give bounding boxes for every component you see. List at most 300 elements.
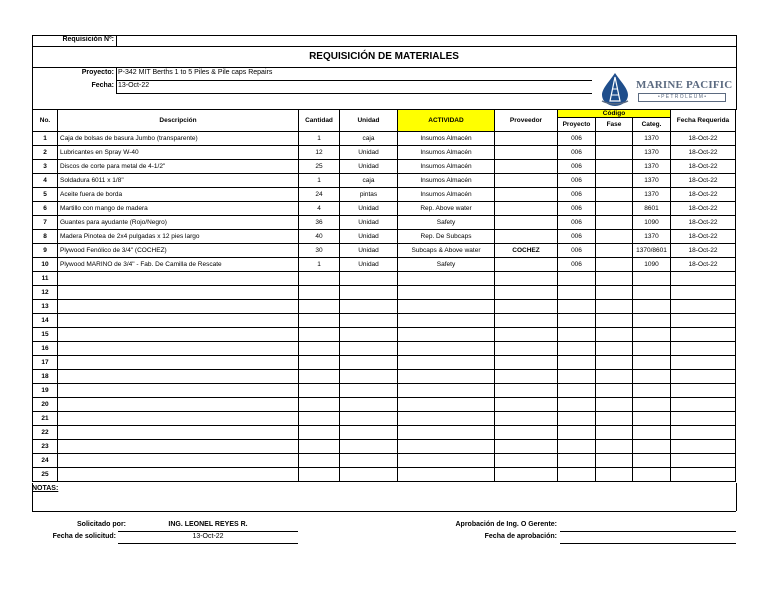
- table-row: [33, 160, 736, 174]
- table-row: [33, 342, 736, 356]
- item-project-code: 006: [558, 216, 596, 230]
- item-activity: Insumos Almacén: [398, 188, 495, 202]
- item-description: [58, 468, 299, 482]
- item-supplier: [495, 440, 558, 454]
- item-category-code: [633, 286, 671, 300]
- item-required-date: [671, 300, 736, 314]
- item-category-code: 1370: [633, 188, 671, 202]
- approval-date-label: Fecha de aprobación:: [484, 533, 557, 540]
- item-activity: [398, 286, 495, 300]
- item-description: [58, 314, 299, 328]
- item-activity: Insumos Almacén: [398, 132, 495, 146]
- item-quantity: [299, 314, 340, 328]
- item-unit: [340, 468, 398, 482]
- item-category-code: 1370: [633, 132, 671, 146]
- item-activity: [398, 454, 495, 468]
- item-category-code: [633, 468, 671, 482]
- item-required-date: 18-Oct-22: [671, 160, 736, 174]
- item-unit: [340, 356, 398, 370]
- table-row: [33, 440, 736, 454]
- item-required-date: 18-Oct-22: [671, 258, 736, 272]
- item-description: [58, 370, 299, 384]
- item-project-code: 006: [558, 160, 596, 174]
- item-category-code: [633, 440, 671, 454]
- table-row: [33, 174, 736, 188]
- table-row: [33, 300, 736, 314]
- item-category-code: 1370: [633, 230, 671, 244]
- item-supplier: [495, 356, 558, 370]
- item-phase-code: [596, 300, 633, 314]
- row-number: 11: [33, 272, 58, 286]
- item-required-date: [671, 286, 736, 300]
- table-row: [33, 258, 736, 272]
- table-row: [33, 412, 736, 426]
- table-row: [33, 426, 736, 440]
- item-supplier: [495, 398, 558, 412]
- item-quantity: [299, 300, 340, 314]
- item-phase-code: [596, 286, 633, 300]
- item-required-date: [671, 454, 736, 468]
- item-category-code: [633, 370, 671, 384]
- item-unit: caja: [340, 132, 398, 146]
- table-row: [33, 356, 736, 370]
- requested-by-label: Solicitado por:: [77, 521, 126, 528]
- item-phase-code: [596, 314, 633, 328]
- item-activity: [398, 384, 495, 398]
- item-unit: [340, 384, 398, 398]
- item-unit: [340, 454, 398, 468]
- item-required-date: [671, 342, 736, 356]
- row-number: 24: [33, 454, 58, 468]
- item-project-code: [558, 300, 596, 314]
- item-project-code: 006: [558, 132, 596, 146]
- item-category-code: 1370: [633, 160, 671, 174]
- column-header-activity: ACTIVIDAD: [398, 110, 495, 132]
- item-quantity: 1: [299, 132, 340, 146]
- item-quantity: [299, 454, 340, 468]
- item-phase-code: [596, 412, 633, 426]
- item-activity: Insumos Almacén: [398, 174, 495, 188]
- item-phase-code: [596, 440, 633, 454]
- item-supplier: [495, 314, 558, 328]
- item-required-date: 18-Oct-22: [671, 188, 736, 202]
- row-number: 22: [33, 426, 58, 440]
- item-required-date: 18-Oct-22: [671, 216, 736, 230]
- project-label: Proyecto:: [81, 69, 114, 76]
- item-unit: Unidad: [340, 230, 398, 244]
- approval-label: Aprobación de Ing. O Gerente:: [455, 521, 557, 528]
- item-project-code: 006: [558, 258, 596, 272]
- item-category-code: [633, 300, 671, 314]
- table-row: [33, 132, 736, 146]
- item-unit: [340, 272, 398, 286]
- materials-table: [32, 109, 736, 482]
- item-project-code: [558, 412, 596, 426]
- column-header-phase: Fase: [596, 118, 633, 132]
- item-category-code: [633, 328, 671, 342]
- item-description: [58, 426, 299, 440]
- item-quantity: [299, 286, 340, 300]
- item-supplier: [495, 468, 558, 482]
- column-header-code: Código: [558, 110, 671, 118]
- item-category-code: [633, 356, 671, 370]
- logo-name: MARINE PACIFIC: [636, 79, 733, 91]
- table-row: [33, 272, 736, 286]
- item-quantity: 4: [299, 202, 340, 216]
- item-project-code: 006: [558, 188, 596, 202]
- row-number: 21: [33, 412, 58, 426]
- row-number: 23: [33, 440, 58, 454]
- item-category-code: [633, 314, 671, 328]
- item-supplier: [495, 258, 558, 272]
- item-supplier: COCHEZ: [495, 244, 558, 258]
- item-phase-code: [596, 132, 633, 146]
- item-category-code: 8601: [633, 202, 671, 216]
- item-quantity: 30: [299, 244, 340, 258]
- item-unit: [340, 328, 398, 342]
- item-supplier: [495, 132, 558, 146]
- request-date-label: Fecha de solicitud:: [52, 533, 116, 540]
- item-supplier: [495, 230, 558, 244]
- item-unit: [340, 412, 398, 426]
- item-supplier: [495, 286, 558, 300]
- row-number: 18: [33, 370, 58, 384]
- item-required-date: [671, 412, 736, 426]
- item-description: [58, 454, 299, 468]
- item-required-date: [671, 384, 736, 398]
- item-quantity: 36: [299, 216, 340, 230]
- item-project-code: [558, 370, 596, 384]
- row-number: 10: [33, 258, 58, 272]
- item-supplier: [495, 188, 558, 202]
- item-description: Soldadura 6011 x 1/8": [58, 174, 299, 188]
- item-quantity: 25: [299, 160, 340, 174]
- table-row: [33, 216, 736, 230]
- item-quantity: [299, 370, 340, 384]
- item-phase-code: [596, 216, 633, 230]
- item-project-code: [558, 468, 596, 482]
- item-project-code: 006: [558, 146, 596, 160]
- item-project-code: [558, 384, 596, 398]
- item-project-code: [558, 286, 596, 300]
- item-description: Caja de bolsas de basura Jumbo (transparente): [58, 132, 299, 146]
- item-required-date: [671, 272, 736, 286]
- item-unit: [340, 370, 398, 384]
- item-activity: [398, 468, 495, 482]
- item-unit: [340, 440, 398, 454]
- row-number: 8: [33, 230, 58, 244]
- item-quantity: 1: [299, 174, 340, 188]
- row-number: 19: [33, 384, 58, 398]
- project-value: P-342 MIT Berths 1 to 5 Piles & Pile caps Repairs: [118, 69, 273, 76]
- row-number: 15: [33, 328, 58, 342]
- item-quantity: [299, 342, 340, 356]
- item-category-code: [633, 384, 671, 398]
- item-project-code: [558, 440, 596, 454]
- item-description: Discos de corte para metal de 4-1/2": [58, 160, 299, 174]
- item-activity: [398, 426, 495, 440]
- item-activity: [398, 314, 495, 328]
- item-unit: Unidad: [340, 146, 398, 160]
- item-supplier: [495, 216, 558, 230]
- row-number: 5: [33, 188, 58, 202]
- item-unit: Unidad: [340, 202, 398, 216]
- item-description: [58, 440, 299, 454]
- item-quantity: 1: [299, 258, 340, 272]
- item-activity: Rep. De Subcaps: [398, 230, 495, 244]
- notes-field[interactable]: [60, 485, 730, 509]
- item-phase-code: [596, 328, 633, 342]
- item-quantity: 24: [299, 188, 340, 202]
- item-activity: Subcaps & Above water: [398, 244, 495, 258]
- item-description: Lubricantes en Spray W-40: [58, 146, 299, 160]
- table-row: [33, 454, 736, 468]
- item-project-code: [558, 328, 596, 342]
- item-activity: Safety: [398, 216, 495, 230]
- table-header-row: [33, 110, 736, 118]
- item-phase-code: [596, 370, 633, 384]
- table-row: [33, 244, 736, 258]
- table-row: [33, 370, 736, 384]
- item-description: [58, 412, 299, 426]
- item-description: Aceite fuera de borda: [58, 188, 299, 202]
- item-phase-code: [596, 160, 633, 174]
- table-row: [33, 286, 736, 300]
- row-number: 2: [33, 146, 58, 160]
- row-number: 12: [33, 286, 58, 300]
- item-activity: [398, 342, 495, 356]
- request-date-value: 13-Oct-22: [192, 533, 224, 540]
- item-activity: [398, 328, 495, 342]
- item-description: Plywood MARINO de 3/4" - Fab. De Camilla de Rescate: [58, 258, 299, 272]
- item-category-code: 1090: [633, 258, 671, 272]
- notes-label: NOTAS:: [32, 485, 59, 492]
- item-phase-code: [596, 342, 633, 356]
- item-required-date: [671, 328, 736, 342]
- item-quantity: [299, 440, 340, 454]
- column-header-unit: Unidad: [340, 110, 398, 132]
- item-supplier: [495, 412, 558, 426]
- item-supplier: [495, 146, 558, 160]
- item-category-code: [633, 272, 671, 286]
- item-required-date: 18-Oct-22: [671, 202, 736, 216]
- item-required-date: [671, 426, 736, 440]
- item-unit: [340, 398, 398, 412]
- item-required-date: [671, 398, 736, 412]
- item-required-date: 18-Oct-22: [671, 146, 736, 160]
- item-description: Martillo con mango de madera: [58, 202, 299, 216]
- item-phase-code: [596, 356, 633, 370]
- item-description: Plywood Fenólico de 3/4" (COCHEZ): [58, 244, 299, 258]
- item-quantity: [299, 356, 340, 370]
- item-phase-code: [596, 272, 633, 286]
- item-quantity: [299, 384, 340, 398]
- item-description: [58, 272, 299, 286]
- item-required-date: 18-Oct-22: [671, 230, 736, 244]
- item-activity: Safety: [398, 258, 495, 272]
- table-row: [33, 468, 736, 482]
- requisition-number-label: Requisición Nº:: [62, 36, 114, 43]
- row-number: 14: [33, 314, 58, 328]
- item-unit: Unidad: [340, 216, 398, 230]
- item-category-code: [633, 398, 671, 412]
- column-header-project: Proyecto: [558, 118, 596, 132]
- item-unit: [340, 314, 398, 328]
- item-supplier: [495, 272, 558, 286]
- item-description: [58, 328, 299, 342]
- table-row: [33, 398, 736, 412]
- item-unit: [340, 342, 398, 356]
- item-supplier: [495, 300, 558, 314]
- table-row: [33, 230, 736, 244]
- item-phase-code: [596, 258, 633, 272]
- item-activity: [398, 370, 495, 384]
- oil-derrick-drop-icon: [598, 71, 632, 107]
- item-activity: [398, 440, 495, 454]
- item-quantity: [299, 426, 340, 440]
- item-quantity: 12: [299, 146, 340, 160]
- item-unit: [340, 286, 398, 300]
- row-number: 17: [33, 356, 58, 370]
- item-required-date: 18-Oct-22: [671, 174, 736, 188]
- requested-by-value: ING. LEONEL REYES R.: [168, 521, 248, 528]
- row-number: 13: [33, 300, 58, 314]
- item-activity: Insumos Almacén: [398, 160, 495, 174]
- item-required-date: 18-Oct-22: [671, 132, 736, 146]
- item-quantity: [299, 398, 340, 412]
- item-unit: Unidad: [340, 258, 398, 272]
- item-activity: Rep. Above water: [398, 202, 495, 216]
- column-header-description: Descripción: [58, 110, 299, 132]
- item-phase-code: [596, 454, 633, 468]
- row-number: 3: [33, 160, 58, 174]
- item-supplier: [495, 160, 558, 174]
- item-project-code: 006: [558, 244, 596, 258]
- item-phase-code: [596, 468, 633, 482]
- logo-tagline: • P E T R O L E U M •: [657, 94, 707, 100]
- item-phase-code: [596, 174, 633, 188]
- item-required-date: [671, 356, 736, 370]
- table-row: [33, 146, 736, 160]
- item-unit: Unidad: [340, 160, 398, 174]
- item-activity: Insumos Almacén: [398, 146, 495, 160]
- row-number: 9: [33, 244, 58, 258]
- row-number: 4: [33, 174, 58, 188]
- item-unit: pintas: [340, 188, 398, 202]
- item-phase-code: [596, 230, 633, 244]
- item-project-code: 006: [558, 174, 596, 188]
- row-number: 7: [33, 216, 58, 230]
- item-activity: [398, 412, 495, 426]
- item-project-code: 006: [558, 202, 596, 216]
- item-required-date: [671, 440, 736, 454]
- item-supplier: [495, 174, 558, 188]
- item-project-code: [558, 356, 596, 370]
- item-quantity: [299, 412, 340, 426]
- item-description: Madera Pinotea de 2x4 pulgadas x 12 pies largo: [58, 230, 299, 244]
- item-phase-code: [596, 384, 633, 398]
- column-header-quantity: Cantidad: [299, 110, 340, 132]
- table-row: [33, 202, 736, 216]
- item-phase-code: [596, 244, 633, 258]
- item-phase-code: [596, 188, 633, 202]
- item-supplier: [495, 342, 558, 356]
- item-description: [58, 384, 299, 398]
- item-required-date: [671, 370, 736, 384]
- item-unit: [340, 426, 398, 440]
- item-supplier: [495, 202, 558, 216]
- item-supplier: [495, 384, 558, 398]
- item-project-code: [558, 272, 596, 286]
- item-quantity: [299, 468, 340, 482]
- row-number: 6: [33, 202, 58, 216]
- column-header-supplier: Proveedor: [495, 110, 558, 132]
- item-supplier: [495, 370, 558, 384]
- item-project-code: 006: [558, 230, 596, 244]
- item-description: [58, 300, 299, 314]
- page-title: REQUISICIÓN DE MATERIALES: [309, 51, 459, 62]
- item-activity: [398, 272, 495, 286]
- row-number: 20: [33, 398, 58, 412]
- item-project-code: [558, 454, 596, 468]
- item-unit: [340, 300, 398, 314]
- item-phase-code: [596, 146, 633, 160]
- company-logo: [598, 71, 734, 107]
- item-unit: caja: [340, 174, 398, 188]
- item-project-code: [558, 398, 596, 412]
- item-category-code: 1370: [633, 174, 671, 188]
- item-phase-code: [596, 426, 633, 440]
- row-number: 25: [33, 468, 58, 482]
- item-required-date: 18-Oct-22: [671, 244, 736, 258]
- item-description: [58, 398, 299, 412]
- item-project-code: [558, 314, 596, 328]
- item-activity: [398, 300, 495, 314]
- item-category-code: [633, 342, 671, 356]
- item-phase-code: [596, 202, 633, 216]
- row-number: 1: [33, 132, 58, 146]
- item-description: [58, 356, 299, 370]
- item-category-code: [633, 412, 671, 426]
- table-row: [33, 314, 736, 328]
- item-supplier: [495, 454, 558, 468]
- item-category-code: 1370: [633, 146, 671, 160]
- item-project-code: [558, 342, 596, 356]
- date-label: Fecha:: [91, 82, 114, 89]
- item-unit: Unidad: [340, 244, 398, 258]
- item-description: [58, 286, 299, 300]
- table-row: [33, 188, 736, 202]
- row-number: 16: [33, 342, 58, 356]
- item-category-code: [633, 426, 671, 440]
- date-value: 13-Oct-22: [118, 82, 150, 89]
- item-description: Guantes para ayudante (Rojo/Negro): [58, 216, 299, 230]
- table-row: [33, 328, 736, 342]
- table-row: [33, 384, 736, 398]
- item-category-code: 1090: [633, 216, 671, 230]
- item-phase-code: [596, 398, 633, 412]
- item-activity: [398, 398, 495, 412]
- column-header-no: No.: [33, 110, 58, 132]
- item-category-code: [633, 454, 671, 468]
- item-quantity: 40: [299, 230, 340, 244]
- item-activity: [398, 356, 495, 370]
- item-project-code: [558, 426, 596, 440]
- item-quantity: [299, 272, 340, 286]
- item-category-code: 1370/8601: [633, 244, 671, 258]
- item-description: [58, 342, 299, 356]
- column-header-category: Categ.: [633, 118, 671, 132]
